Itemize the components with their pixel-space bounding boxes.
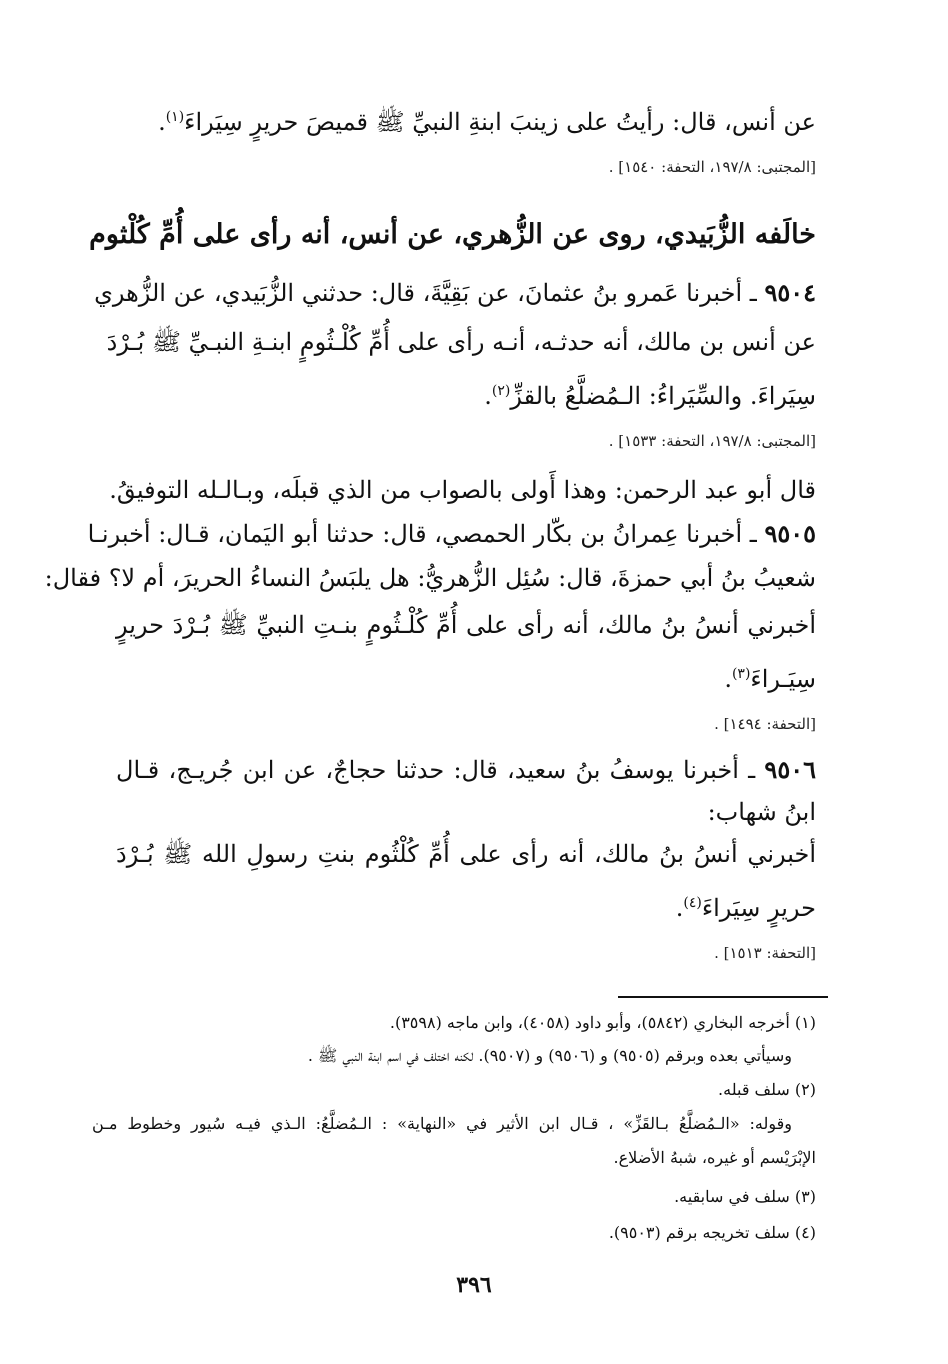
hadith-9504-line-1 [94,276,816,310]
footnote-3: (٣) سلف في سابقيه. [674,1187,816,1206]
text: عن أنس، قال: رأيتُ على زينبَ ابنةِ النبيِّ ﷺ قميصَ حريرٍ سِيَراءَ [184,108,816,136]
footnote-marker: (٢) [491,383,511,399]
text: . [675,894,684,922]
footnote-2: (٢) سلف قبله. [718,1080,816,1099]
hadith-9504-line-2: عن أنس بن مالك، أنه حدثـه، أنـه رأى على أُمِّ كُلْـثُومٍ ابنـةِ النبـيِّ ﷺ بُـرْدَ [106,328,816,356]
text: ـ أخبرنا عِمرانُ بن بكّار الحمصي، قال: حدثنا أبو اليَمان، قـال: أخبرنـا [87,520,757,548]
text: ـ أخبرنا عَمرو بنُ عثمانَ، عن بَقِيَّةَ، قال: حدثني الزُّبَيدي، عن الزُّهري [94,279,757,307]
hadith-9505-line-1 [87,517,816,551]
abu-abdurrahman-comment: قال أبو عبد الرحمن: وهذا أَولى بالصواب من الذي قبلَه، وبـالـله التوفيقُ. [109,476,816,504]
footnote-2-continued-2: الإبْرَيْسم أو غيره، شبهُ الأضلاع. [613,1148,816,1167]
hadith-9505-line-2: شعيبُ بنُ أبي حمزةَ، قال: سُئِل الزُّهريُّ: هل يلبَسُ النساءُ الحريرَ، أم لا؟ فقال: [44,564,816,592]
reference-line: [المجتبى: ١٩٧/٨، التحفة: ١٥٤٠] . [608,158,816,176]
hadith-9506-line-2: ابنُ شهاب: [707,798,816,826]
hadith-9505-line-4 [116,657,816,696]
reference-line: [التحفة: ١٥١٣] . [714,944,816,962]
hadith-9506-line-3: أخبرني أنسُ بنُ مالك، أنه رأى على أُمِّ كُلْثُوم بنتِ رسولِ الله ﷺ بُـرْدَ [116,840,816,868]
page-number: ٣٩٦ [456,1272,492,1298]
hadith-9506-line-4 [116,886,816,925]
hadith-number: ٩٥٠٤ [764,278,816,307]
hadith-9504-line-3 [116,374,816,413]
hadith-number: ٩٥٠٦ [764,755,816,784]
text: ـ أخبرنا يوسفُ بنُ سعيد، قال: حدثنا حجاجٌ، عن ابن جُريـج، قـال [116,756,756,784]
reference-line: [التحفة: ١٤٩٤] . [714,715,816,733]
footnote-2-continued: وقوله: «الـمُضلَّعُ بـالقَزِّ» ، قـال ابن الأثير في «النهاية» : الـمُضلَّعُ: الـذي فيـه سُيور وخطوط مـن [92,1114,792,1133]
text: . [724,665,732,693]
footnote-marker: (٤) [683,895,702,911]
footnote-separator [618,996,828,998]
hadith-9503-tail [116,100,816,139]
footnote-marker: (١) [165,109,185,125]
hadith-9505-line-3: أخبرني أنسُ بنُ مالك، أنه رأى على أُمِّ كُلْـثُومٍ بنـتِ النبيِّ ﷺ بُـرْدَ حريرٍ [116,611,816,639]
text: سِيَـراءَ [750,665,816,693]
reference-line: [المجتبى: ١٩٧/٨، التحفة: ١٥٣٣] . [608,432,816,450]
footnote-1-continued: وسيأتي بعده وبرقم (٩٥٠٥) و (٩٥٠٦) و (٩٥٠٧). لكنه اختلف في اسم ابنة النبي ﷺ . [307,1046,792,1065]
chapter-heading: خالَفه الزُّبَيدي، روى عن الزُّهري، عن أنس، أنه رأى على أُمِّ كُلْثوم [89,219,816,250]
text: . [158,108,166,136]
text: حريرٍ سِيَراءَ [701,894,816,922]
footnote-marker: (٣) [731,666,751,682]
text: . [484,382,492,410]
hadith-number: ٩٥٠٥ [764,519,816,548]
footnote-1: (١) أخرجه البخاري (٥٨٤٢)، وأبو داود (٤٠٥٨)، وابن ماجه (٣٥٩٨). [389,1013,816,1032]
text: سِيَراءَ. والسِّيَراءُ: الـمُضلَّعُ بالقزِّ [510,382,816,410]
footnote-4: (٤) سلف تخريجه برقم (٩٥٠٣). [608,1223,816,1242]
hadith-9506-line-1 [116,753,816,787]
